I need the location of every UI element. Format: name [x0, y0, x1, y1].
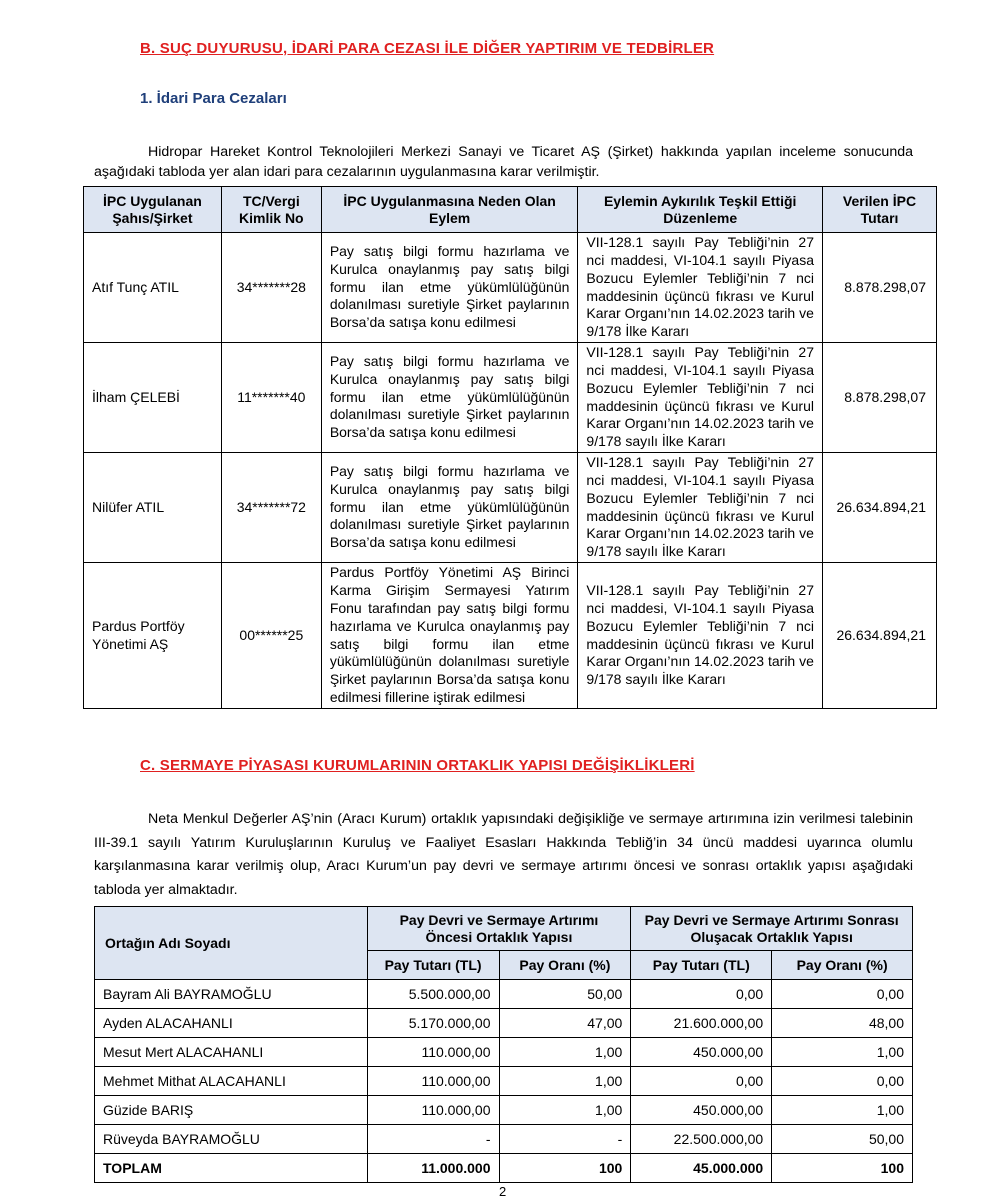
ipc-table [83, 186, 937, 709]
table-row [95, 1038, 913, 1067]
partner-after-amount: 450.000,00 [631, 1096, 772, 1125]
ipc-header-action: İPC Uygulanmasına Neden Olan Eylem [321, 187, 578, 233]
partner-after-ratio: 0,00 [772, 980, 913, 1009]
section-b-title: B. SUÇ DUYURUSU, İDARİ PARA CEZASI İLE DİĞER YAPTIRIM VE TEDBİRLER [140, 40, 715, 57]
table-row [84, 233, 937, 343]
section-c-title: C. SERMAYE PİYASASI KURUMLARININ ORTAKLIK YAPISI DEĞİŞİKLİKLERİ [140, 757, 695, 774]
partner-after-ratio: 50,00 [772, 1125, 913, 1154]
partner-name: Mehmet Mithat ALACAHANLI [95, 1067, 368, 1096]
ipc-name: Pardus Portföy Yönetimi AŞ [84, 563, 222, 709]
partner-after-amount: 22.500.000,00 [631, 1125, 772, 1154]
partner-table [94, 906, 913, 1183]
partner-before-ratio: 50,00 [499, 980, 631, 1009]
partner-subheader-after-amount: Pay Tutarı (TL) [631, 951, 772, 980]
partner-after-amount: 0,00 [631, 980, 772, 1009]
partner-after-ratio: 1,00 [772, 1096, 913, 1125]
section-c-paragraph: Neta Menkul Değerler AŞ’nin (Aracı Kurum) ortaklık yapısındaki değişikliğe ve sermaye artırımına izin verilmesi talebinin III-39.1 sayılı Yatırım Kuruluşlarının Kuruluş ve Faaliyet Esasları Hakkında Tebliğ’in 34 üncü maddesi uyarınca olumlu karşılanmasına karar verilmiş olup, Aracı Kurum’un pay devri ve sermaye artırımı öncesi ve sonrası ortaklık yapısı aşağıdaki tabloda yer almaktadır. [94, 811, 913, 898]
subsection-1-title: 1. İdari Para Cezaları [140, 90, 287, 107]
ipc-regulation: VII-128.1 sayılı Pay Tebliği’nin 27 nci maddesi, VI-104.1 sayılı Piyasa Bozucu Eylemler Tebliği’nin 7 nci maddesinin üçüncü fıkrası ve Kurul Karar Organı’nın 14.02.2023 tarih ve 9/178 sayılı İlke Kararı [578, 343, 823, 453]
partner-subheader-before-ratio: Pay Oranı (%) [499, 951, 631, 980]
ipc-id: 34*******28 [221, 233, 321, 343]
partner-before-amount: - [367, 1125, 499, 1154]
partner-before-amount: 5.500.000,00 [367, 980, 499, 1009]
ipc-name: Atıf Tunç ATIL [84, 233, 222, 343]
table-row [95, 1067, 913, 1096]
ipc-header-amount: Verilen İPC Tutarı [822, 187, 936, 233]
partner-header-name: Ortağın Adı Soyadı [95, 907, 368, 980]
ipc-header-row [84, 187, 937, 233]
page-number: 2 [499, 1184, 507, 1199]
partner-name: Bayram Ali BAYRAMOĞLU [95, 980, 368, 1009]
ipc-amount: 8.878.298,07 [822, 233, 936, 343]
partner-before-ratio: 1,00 [499, 1096, 631, 1125]
partner-name: Rüveyda BAYRAMOĞLU [95, 1125, 368, 1154]
table-row [95, 1009, 913, 1038]
partner-name: Güzide BARIŞ [95, 1096, 368, 1125]
partner-after-amount: 21.600.000,00 [631, 1009, 772, 1038]
partner-after-ratio: 0,00 [772, 1067, 913, 1096]
ipc-action: Pay satış bilgi formu hazırlama ve Kurulca onaylanmış pay satış bilgi formu ilan etme yükümlülüğünün dolanılması suretiyle Şirket paylarının Borsa’da satışa konu edilmesi [321, 233, 578, 343]
total-after-ratio: 100 [772, 1154, 913, 1183]
total-before-ratio: 100 [499, 1154, 631, 1183]
table-row [84, 343, 937, 453]
ipc-name: Nilüfer ATIL [84, 453, 222, 563]
partner-before-ratio: - [499, 1125, 631, 1154]
partner-subheader-before-amount: Pay Tutarı (TL) [367, 951, 499, 980]
partner-after-ratio: 1,00 [772, 1038, 913, 1067]
partner-name: Ayden ALACAHANLI [95, 1009, 368, 1038]
partner-header-row [95, 907, 913, 951]
partner-after-amount: 450.000,00 [631, 1038, 772, 1067]
total-after-amount: 45.000.000 [631, 1154, 772, 1183]
partner-name: Mesut Mert ALACAHANLI [95, 1038, 368, 1067]
section-b-paragraph: Hidropar Hareket Kontrol Teknolojileri Merkezi Sanayi ve Ticaret AŞ (Şirket) hakkında yapılan inceleme sonucunda aşağıdaki tabloda yer alan idari para cezalarının uygulanmasına karar verilmiştir. [94, 144, 913, 180]
partner-before-ratio: 1,00 [499, 1067, 631, 1096]
partner-before-amount: 5.170.000,00 [367, 1009, 499, 1038]
partner-after-ratio: 48,00 [772, 1009, 913, 1038]
partner-before-ratio: 47,00 [499, 1009, 631, 1038]
ipc-amount: 8.878.298,07 [822, 343, 936, 453]
total-label: TOPLAM [95, 1154, 368, 1183]
ipc-header-subject: İPC Uygulanan Şahıs/Şirket [84, 187, 222, 233]
ipc-regulation: VII-128.1 sayılı Pay Tebliği’nin 27 nci maddesi, VI-104.1 sayılı Piyasa Bozucu Eylemler Tebliği’nin 7 nci maddesinin üçüncü fıkrası ve Kurul Karar Organı’nın 14.02.2023 tarih ve 9/178 sayılı İlke Kararı [578, 563, 823, 709]
ipc-id: 34*******72 [221, 453, 321, 563]
ipc-amount: 26.634.894,21 [822, 453, 936, 563]
table-row [95, 1096, 913, 1125]
ipc-action: Pay satış bilgi formu hazırlama ve Kurulca onaylanmış pay satış bilgi formu ilan etme yükümlülüğünün dolanılması suretiyle Şirket paylarının Borsa’da satışa konu edilmesi [321, 343, 578, 453]
partner-before-ratio: 1,00 [499, 1038, 631, 1067]
ipc-id: 00******25 [221, 563, 321, 709]
ipc-regulation: VII-128.1 sayılı Pay Tebliği’nin 27 nci maddesi, VI-104.1 sayılı Piyasa Bozucu Eylemler Tebliği’nin 7 nci maddesinin üçüncü fıkrası ve Kurul Karar Organı’nın 14.02.2023 tarih ve 9/178 İlke Kararı [578, 233, 823, 343]
total-row [95, 1154, 913, 1183]
partner-before-amount: 110.000,00 [367, 1067, 499, 1096]
ipc-amount: 26.634.894,21 [822, 563, 936, 709]
partner-subheader-after-ratio: Pay Oranı (%) [772, 951, 913, 980]
total-before-amount: 11.000.000 [367, 1154, 499, 1183]
ipc-id: 11*******40 [221, 343, 321, 453]
table-row [84, 453, 937, 563]
table-row [95, 980, 913, 1009]
partner-header-before: Pay Devri ve Sermaye Artırımı Öncesi Ortaklık Yapısı [367, 907, 631, 951]
table-row [84, 563, 937, 709]
partner-before-amount: 110.000,00 [367, 1096, 499, 1125]
ipc-action: Pardus Portföy Yönetimi AŞ Birinci Karma Girişim Sermayesi Yatırım Fonu tarafından pay satış bilgi formu hazırlama ve Kurulca onaylanmış pay satış bilgi formu ilan etme yükümlülüğünün dolanılması suretiyle Şirket paylarının Borsa’da satışa konu edilmesi fillerine iştirak edilmesi [321, 563, 578, 709]
ipc-name: İlham ÇELEBİ [84, 343, 222, 453]
ipc-header-id: TC/Vergi Kimlik No [221, 187, 321, 233]
ipc-action: Pay satış bilgi formu hazırlama ve Kurulca onaylanmış pay satış bilgi formu ilan etme yükümlülüğünün dolanılması suretiyle Şirket paylarının Borsa’da satışa konu edilmesi [321, 453, 578, 563]
ipc-regulation: VII-128.1 sayılı Pay Tebliği’nin 27 nci maddesi, VI-104.1 sayılı Piyasa Bozucu Eylemler Tebliği’nin 7 nci maddesinin üçüncü fıkrası ve Kurul Karar Organı’nın 14.02.2023 tarih ve 9/178 sayılı İlke Kararı [578, 453, 823, 563]
partner-after-amount: 0,00 [631, 1067, 772, 1096]
partner-before-amount: 110.000,00 [367, 1038, 499, 1067]
table-row [95, 1125, 913, 1154]
ipc-header-regulation: Eylemin Aykırılık Teşkil Ettiği Düzenleme [578, 187, 823, 233]
partner-header-after: Pay Devri ve Sermaye Artırımı Sonrası Oluşacak Ortaklık Yapısı [631, 907, 913, 951]
